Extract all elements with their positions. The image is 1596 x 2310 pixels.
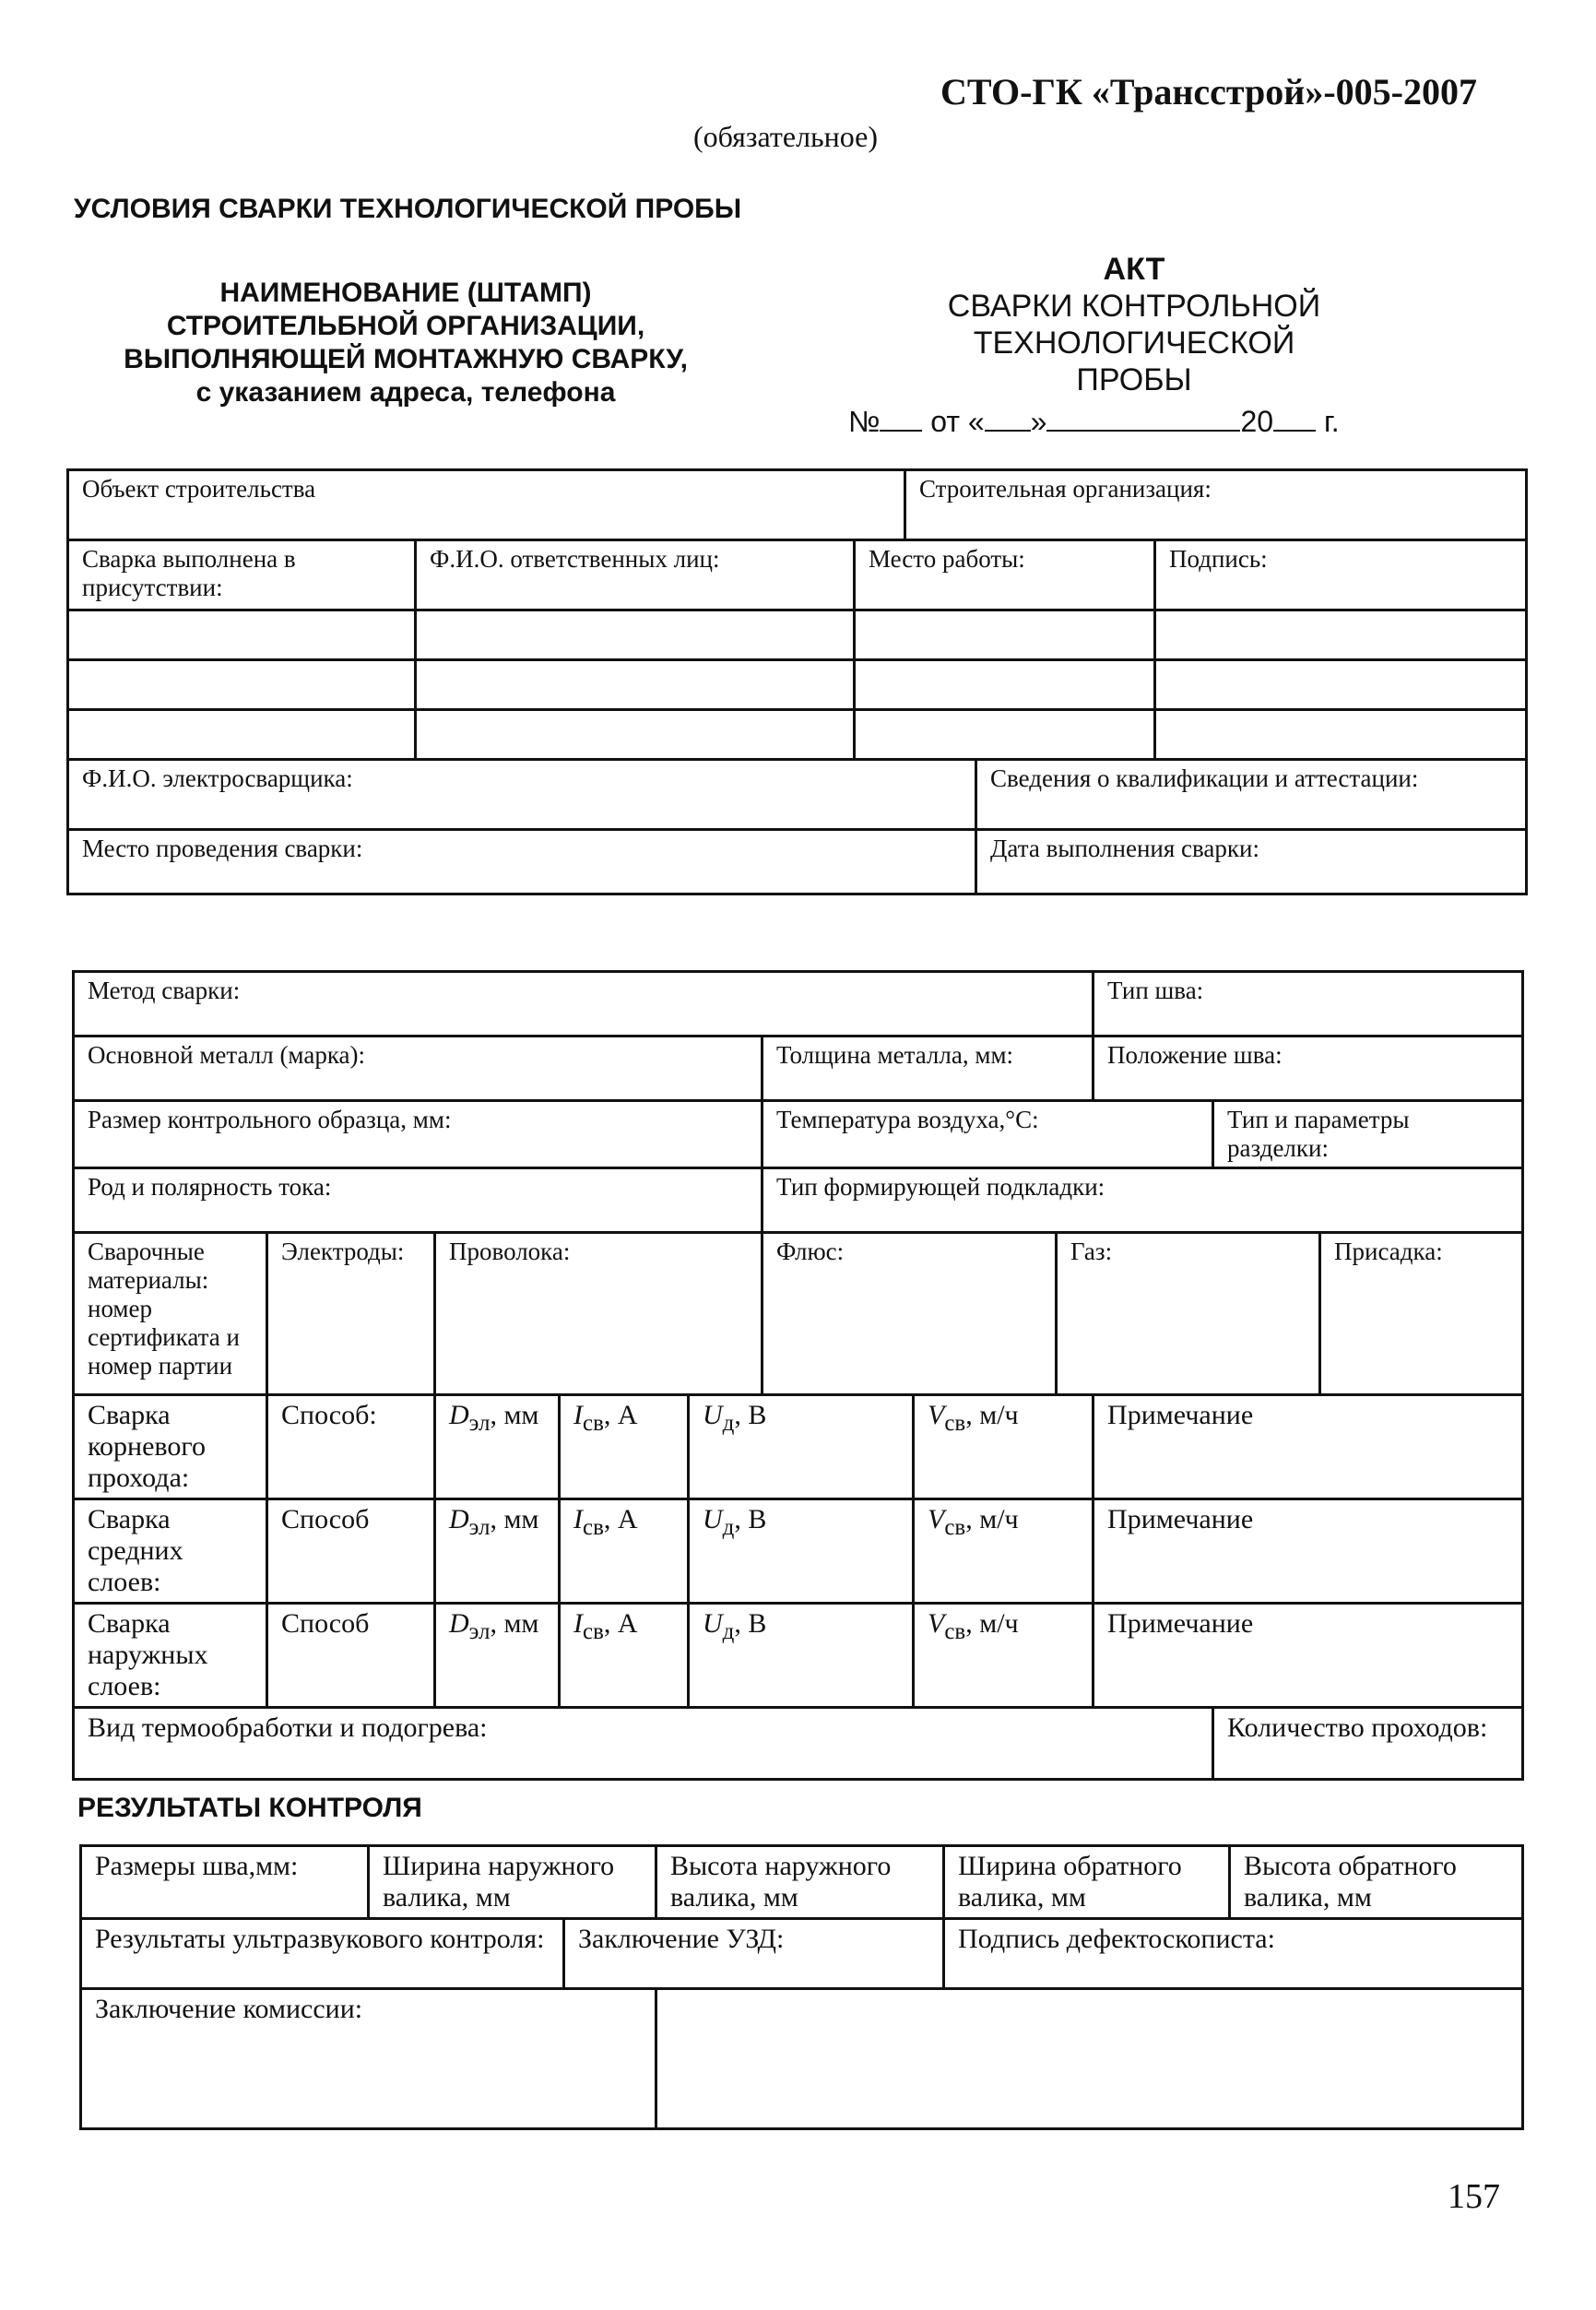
page-number: 157 (1448, 2177, 1500, 2216)
u-subscript: д (722, 1619, 735, 1644)
v-subscript: св (944, 1515, 966, 1540)
signature-header: Подпись: (1155, 540, 1527, 610)
v-unit: , м/ч (965, 1504, 1019, 1534)
i-symbol: I (573, 1608, 583, 1639)
presence-cell[interactable] (68, 660, 416, 710)
object-cell[interactable]: Объект строительства (68, 470, 905, 540)
welding-conditions-table (72, 970, 1524, 1781)
act-title-block (885, 251, 1383, 398)
heat-treatment-cell[interactable]: Вид термообработки и подогрева: (74, 1708, 1213, 1780)
workplace-cell[interactable] (855, 710, 1155, 760)
speed-cell[interactable] (914, 1604, 1094, 1708)
v-unit: , м/ч (965, 1608, 1019, 1639)
wire-cell[interactable]: Проволока: (435, 1233, 763, 1395)
signature-cell[interactable] (1155, 710, 1527, 760)
presence-cell[interactable] (68, 710, 416, 760)
d-subscript: эл (468, 1515, 491, 1540)
electrode-diameter-cell[interactable] (435, 1395, 560, 1499)
stamp-line: ВЫПОЛНЯЮЩЕЙ МОНТАЖНУЮ СВАРКУ, (124, 344, 688, 374)
u-subscript: д (722, 1411, 735, 1436)
results-title: РЕЗУЛЬТАТЫ КОНТРОЛЯ (77, 1793, 422, 1823)
outer-height-cell[interactable]: Высота наружного валика, мм (656, 1846, 944, 1919)
d-unit: , мм (490, 1608, 539, 1639)
u-unit: , В (734, 1400, 767, 1430)
from-label: от « (930, 405, 985, 438)
current-value-cell[interactable] (560, 1604, 689, 1708)
number-blank[interactable] (880, 402, 922, 432)
section-title: УСЛОВИЯ СВАРКИ ТЕХНОЛОГИЧЕСКОЙ ПРОБЫ (74, 194, 742, 224)
v-symbol: V (928, 1400, 945, 1430)
year-suffix: г. (1323, 405, 1340, 438)
metal-thickness-cell[interactable]: Толщина металла, мм: (763, 1037, 1094, 1101)
seam-type-cell[interactable]: Тип шва: (1094, 972, 1523, 1037)
air-temperature-cell[interactable]: Температура воздуха,°С: (763, 1101, 1213, 1168)
materials-label: Сварочные материалы: номер сертификата и номер партии (74, 1233, 267, 1395)
note-cell[interactable]: Примечание (1094, 1395, 1523, 1499)
act-line: ПРОБЫ (1076, 362, 1192, 397)
v-subscript: св (944, 1619, 966, 1644)
d-unit: , мм (490, 1504, 539, 1534)
d-subscript: эл (468, 1619, 491, 1644)
ut-conclusion-cell[interactable]: Заключение УЗД: (564, 1919, 944, 1989)
pass-name: Сварка наружных слоев: (74, 1604, 267, 1708)
electrode-diameter-cell[interactable] (435, 1499, 560, 1604)
groove-parameters-cell[interactable]: Тип и параметры разделки: (1213, 1101, 1523, 1168)
ut-results-cell[interactable]: Результаты ультразвукового контроля: (81, 1919, 564, 1989)
fio-header: Ф.И.О. ответственных лиц: (416, 540, 855, 610)
organization-stamp-block (74, 277, 738, 409)
quote-close: » (1030, 405, 1047, 438)
seam-position-cell[interactable]: Положение шва: (1094, 1037, 1523, 1101)
back-width-cell[interactable]: Ширина обратного валика, мм (944, 1846, 1230, 1919)
fio-cell[interactable] (416, 710, 855, 760)
pass-method-cell[interactable]: Способ (267, 1604, 435, 1708)
base-metal-cell[interactable]: Основной металл (марка): (74, 1037, 763, 1101)
welding-date-cell[interactable]: Дата выполнения сварки: (976, 830, 1527, 894)
v-unit: , м/ч (965, 1400, 1019, 1430)
filler-cell[interactable]: Присадка: (1320, 1233, 1523, 1395)
i-subscript: св (583, 1411, 604, 1436)
d-symbol: D (449, 1504, 469, 1534)
welding-place-cell[interactable]: Место проведения сварки: (68, 830, 976, 894)
note-cell[interactable]: Примечание (1094, 1604, 1523, 1708)
gas-cell[interactable]: Газ: (1057, 1233, 1320, 1395)
v-subscript: св (944, 1411, 966, 1436)
d-symbol: D (449, 1400, 469, 1430)
flux-cell[interactable]: Флюс: (763, 1233, 1057, 1395)
sample-size-cell[interactable]: Размер контрольного образца, мм: (74, 1101, 763, 1168)
day-blank[interactable] (985, 402, 1031, 432)
backing-type-cell[interactable]: Тип формирующей подкладки: (763, 1168, 1523, 1233)
stamp-line: НАИМЕНОВАНИЕ (ШТАМП) (219, 278, 592, 308)
stamp-line: СТРОИТЕЛЬБНОЙ ОРГАНИЗАЦИИ, (166, 311, 645, 341)
organization-cell[interactable]: Строительная организация: (905, 470, 1527, 540)
signature-cell[interactable] (1155, 610, 1527, 660)
voltage-cell[interactable] (689, 1499, 914, 1604)
commission-conclusion-cell[interactable]: Заключение комиссии: (81, 1989, 656, 2129)
i-unit: , А (603, 1400, 638, 1430)
act-line: СВАРКИ КОНТРОЛЬНОЙ (947, 289, 1321, 324)
current-polarity-cell[interactable]: Род и полярность тока: (74, 1168, 763, 1233)
speed-cell[interactable] (914, 1395, 1094, 1499)
pass-name: Сварка корневого прохода: (74, 1395, 267, 1499)
signature-cell[interactable] (1155, 660, 1527, 710)
u-unit: , В (734, 1504, 767, 1534)
stamp-line: с указанием адреса, телефона (195, 377, 616, 408)
defectoscopist-signature-cell[interactable]: Подпись дефектоскописта: (944, 1919, 1523, 1989)
pass-count-cell[interactable]: Количество проходов: (1213, 1708, 1523, 1780)
pass-method-cell[interactable]: Способ (267, 1499, 435, 1604)
electrode-diameter-cell[interactable] (435, 1604, 560, 1708)
act-number-line (848, 402, 1340, 439)
voltage-cell[interactable] (689, 1604, 914, 1708)
outer-width-cell[interactable]: Ширина наружного валика, мм (369, 1846, 656, 1919)
current-value-cell[interactable] (560, 1499, 689, 1604)
number-sign: № (848, 405, 881, 438)
u-unit: , В (734, 1608, 767, 1639)
pass-method-cell[interactable]: Способ: (267, 1395, 435, 1499)
year-prefix: 20 (1240, 405, 1274, 438)
results-table (79, 1844, 1524, 2130)
i-unit: , А (603, 1608, 638, 1639)
back-height-cell[interactable]: Высота обратного валика, мм (1230, 1846, 1523, 1919)
workplace-header: Место работы: (855, 540, 1155, 610)
u-symbol: U (703, 1608, 723, 1639)
fio-cell[interactable] (416, 610, 855, 660)
presence-label: Сварка выполнена в присутствии: (68, 540, 416, 610)
workplace-cell[interactable] (855, 610, 1155, 660)
u-subscript: д (722, 1515, 735, 1540)
month-blank[interactable] (1046, 402, 1240, 432)
speed-cell[interactable] (914, 1499, 1094, 1604)
qualification-cell[interactable]: Сведения о квалификации и аттестации: (976, 760, 1527, 830)
i-symbol: I (573, 1400, 583, 1430)
v-symbol: V (928, 1608, 945, 1639)
welder-cell[interactable]: Ф.И.О. электросварщика: (68, 760, 976, 830)
document-code: СТО-ГК «Трансстрой»-005-2007 (940, 71, 1477, 113)
welding-method-cell[interactable]: Метод сварки: (74, 972, 1094, 1037)
seam-size-label: Размеры шва,мм: (81, 1846, 369, 1919)
i-subscript: св (583, 1515, 604, 1540)
act-line: ТЕХНОЛОГИЧЕСКОЙ (973, 326, 1295, 361)
d-unit: , мм (490, 1400, 539, 1430)
mandatory-note: (обязательное) (693, 120, 878, 153)
year-blank[interactable] (1273, 402, 1316, 432)
participants-table (66, 468, 1528, 895)
electrodes-cell[interactable]: Электроды: (267, 1233, 435, 1395)
d-subscript: эл (468, 1411, 491, 1436)
workplace-cell[interactable] (855, 660, 1155, 710)
voltage-cell[interactable] (689, 1395, 914, 1499)
d-symbol: D (449, 1608, 469, 1639)
current-value-cell[interactable] (560, 1395, 689, 1499)
i-symbol: I (573, 1504, 583, 1534)
i-unit: , А (603, 1504, 638, 1534)
v-symbol: V (928, 1504, 945, 1534)
u-symbol: U (703, 1504, 723, 1534)
presence-cell[interactable] (68, 610, 416, 660)
fio-cell[interactable] (416, 660, 855, 710)
note-cell[interactable]: Примечание (1094, 1499, 1523, 1604)
pass-name: Сварка средних слоев: (74, 1499, 267, 1604)
i-subscript: св (583, 1619, 604, 1644)
u-symbol: U (703, 1400, 723, 1430)
commission-signature-cell[interactable] (656, 1989, 1523, 2129)
act-title: АКТ (1103, 252, 1165, 287)
